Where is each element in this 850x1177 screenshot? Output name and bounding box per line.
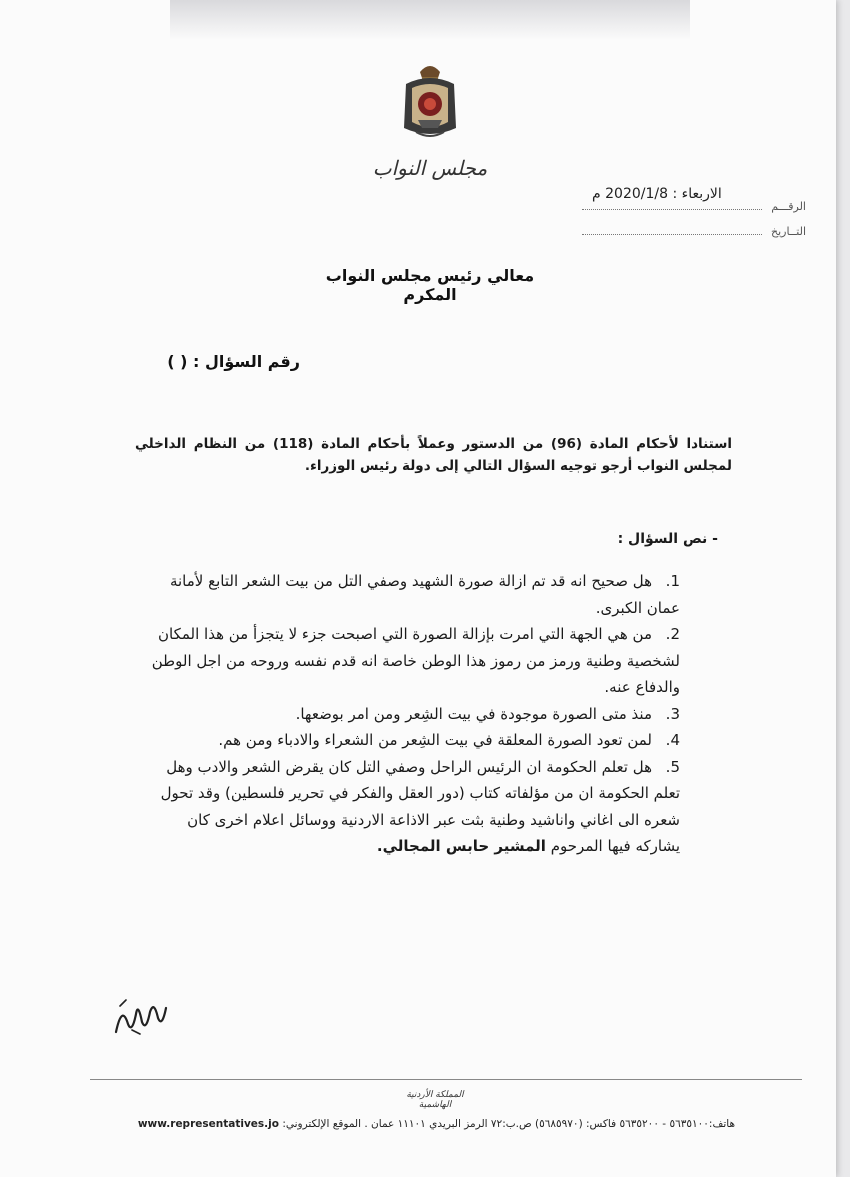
item-text: من هي الجهة التي امرت بإزالة الصورة التي اصبحت جزء لا يتجزأ من هذا المكان لشخصية وطنية ورمز من رموز هذا الوطن خاصة انه قدم نفسه وروحه من اجل الوطن والدفاع عنه. bbox=[151, 625, 680, 696]
reference-label: الرقـــم bbox=[771, 200, 806, 213]
item-number: 1. bbox=[665, 572, 680, 590]
list-item bbox=[150, 568, 680, 621]
item-text: منذ متى الصورة موجودة في بيت الشِعر ومن امر بوضعها. bbox=[295, 704, 652, 723]
item-text: هل تعلم الحكومة ان الرئيس الراحل وصفي التل كان يقرض الشعر والادب وهل تعلم الحكومة ان من مؤلفاته كتاب (دور العقل والفكر في تحرير فلسطين) وقد تحول شعره الى اغاني واناشيد وطنية بثت عبر الاذاعة الاردنية ووسائل اعلام اخرى كان يشاركه فيها المرحوم bbox=[160, 757, 680, 855]
date-label: التــاريخ bbox=[771, 225, 806, 238]
footer-seal-logo: المملكة الأردنية الهاشمية bbox=[406, 1090, 464, 1110]
item-text-bold: المشير حابس المجالي. bbox=[376, 837, 546, 855]
handwritten-signature-icon bbox=[112, 994, 170, 1040]
footer-contact bbox=[137, 1118, 735, 1130]
letter-date: الاربعاء : 2020/1/8 م bbox=[592, 186, 722, 202]
intro-paragraph: استنادا لأحكام المادة (96) من الدستور وعملاً بأحكام المادة (118) من النظام الداخلي لمجلس النواب أرجو توجيه السؤال التالي إلى دولة رئيس الوزراء. bbox=[135, 436, 732, 474]
list-item bbox=[150, 727, 680, 754]
date-row bbox=[582, 225, 807, 238]
list-item bbox=[150, 701, 680, 728]
item-text: لمن تعود الصورة المعلقة في بيت الشِعر من الشعراء والادباء ومن هم. bbox=[218, 731, 652, 749]
item-number: 3. bbox=[665, 704, 680, 723]
reference-dotted-line bbox=[582, 209, 762, 210]
list-item bbox=[150, 621, 680, 701]
list-item bbox=[150, 754, 680, 860]
item-text: هل صحيح انه قد تم ازالة صورة الشهيد وصفي التل من بيت الشعر التابع لأمانة عمان الكبرى. bbox=[169, 572, 680, 617]
footer-website: www.representatives.jo bbox=[137, 1118, 279, 1130]
question-number: رقم السؤال : ( ) bbox=[167, 352, 300, 371]
page-fold-shadow bbox=[170, 0, 690, 40]
item-number: 2. bbox=[665, 625, 680, 643]
item-number: 4. bbox=[665, 731, 680, 749]
question-list bbox=[150, 568, 680, 860]
item-number: 5. bbox=[665, 757, 680, 776]
question-heading: - نص السؤال : bbox=[617, 531, 718, 547]
parliament-name-logo: مجلس النواب bbox=[372, 156, 488, 180]
date-dotted-line bbox=[582, 234, 762, 235]
addressee-line: معالي رئيس مجلس النواب المكرم bbox=[325, 266, 535, 304]
coat-of-arms-icon bbox=[398, 58, 462, 144]
reference-row bbox=[582, 200, 806, 213]
footer-divider bbox=[90, 1079, 802, 1080]
footer-contact-text: هاتف:٥٦٣٥١٠٠ - ٥٦٣٥٢٠٠ فاكس: (٥٦٨٥٩٧٠) ص.ب:٧٢ الرمز البريدي ١١١٠١ عمان . الموقع الإلكتروني: bbox=[282, 1118, 735, 1130]
